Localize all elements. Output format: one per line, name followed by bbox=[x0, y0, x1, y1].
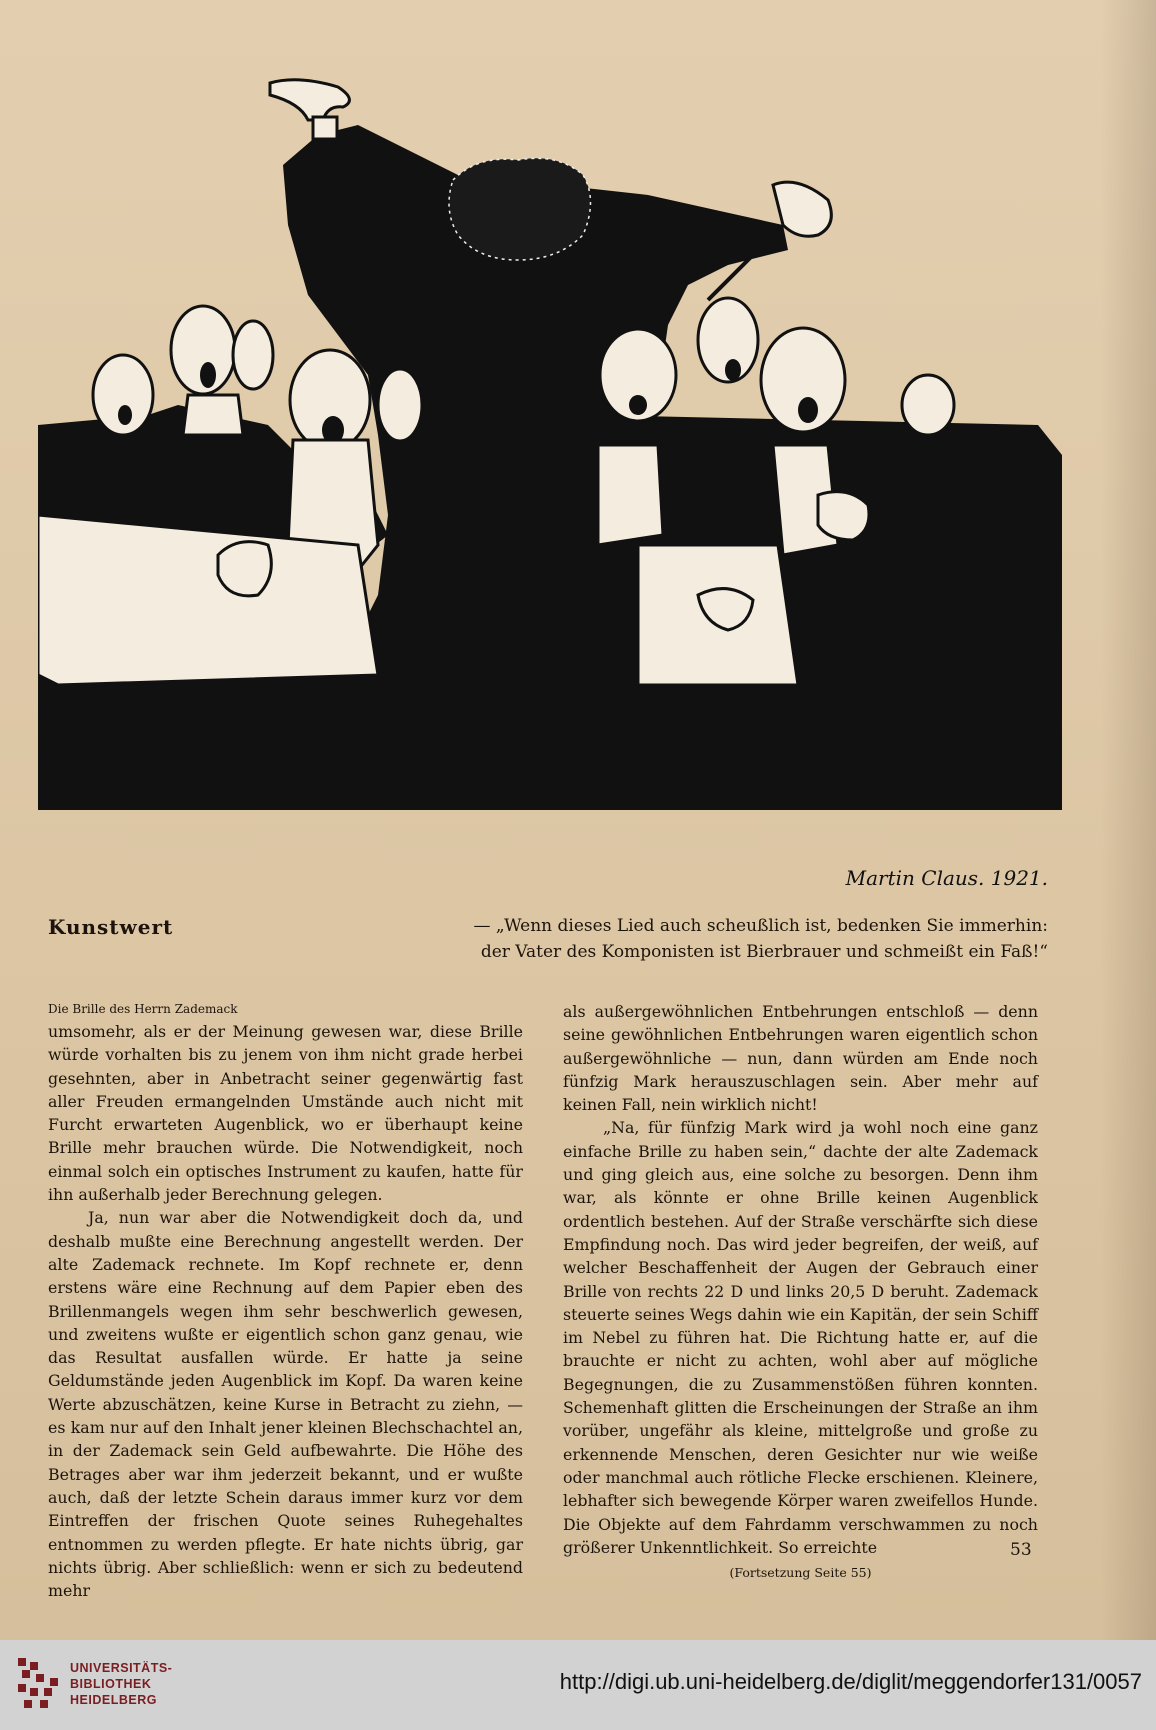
page-edge-shadow bbox=[1100, 0, 1156, 1640]
article-column-right bbox=[563, 1000, 1038, 1584]
article-paragraph: umsomehr, als er der Meinung gewesen war, diese Brille würde vorhalten bis zu jenem von ihm nicht grade herbei gesehnten, aber in Anbetracht seiner gegenwärtig fast aller Freuden ermangelnden Umstände auch nicht mit Furcht erwarteten Augenblick, wo er überhaupt keine Brille mehr brauchen würde. Die Notwendigkeit, noch einmal solch ein optisches Instrument zu kaufen, hatte für ihn außerhalb jeder Berechnung gelegen. bbox=[48, 1022, 523, 1205]
article-paragraph: Ja, nun war aber die Notwendigkeit doch da, und deshalb mußte eine Berechnung angestellt werden. Der alte Zademack rechnete. Im Kopf rechnete er, denn erstens wäre eine Rechnung auf dem Papier eben des Brillenmangels wegen ihm sehr beschwerlich gewesen, und zweitens wußte er eigentlich schon ganz genau, wie das Resultat ausfallen würde. Er hatte ja seine Geldumstände jeden Augenblick im Kopf. Da waren keine Werte abzuschätzen, keine Kurse in Betracht zu ziehn, — es kam nur auf den Inhalt jener kleinen Blechschachtel an, in der Zademack sein Geld aufbewahrte. Die Höhe des Betrages aber war ihm jederzeit bekannt, und er wußte auch, daß der letzte Schein daraus immer kurz vor dem Eintreffen der frischen Quote seines Ruhegehaltes entnommen zu werden pflegte. Er hate nichts übrig, gar nichts übrig. Aber schließlich: wenn er sich zu bedeutend mehr bbox=[48, 1208, 523, 1601]
library-name-line: BIBLIOTHEK bbox=[70, 1677, 152, 1691]
conductor-cartoon-illustration bbox=[38, 75, 1062, 900]
cartoon-caption bbox=[428, 913, 1048, 965]
article-paragraph: „Na, für fünfzig Mark wird ja wohl noch eine ganz einfache Brille zu haben sein,“ dachte der alte Zademack und ging gleich aus, eine solche zu besorgen. Denn ihm war, als könnte er ohne Brille keinen Augenblick ordentlich bestehen. Auf der Straße verschärfte sich diese Empfindung noch. Das wird jeder begreifen, der weiß, auf welcher Beschaffenheit der Augen der Gebrauch einer Brille von rechts 22 D und links 20,5 D beruht. Zademack steuerte seines Wegs dahin wie ein Kapitän, der sein Schiff im Nebel zu führen hat. Die Richtung hatte er, auf die brauchte er nicht zu achten, wohl aber auf mögliche Begegnungen, die zu Zusammenstößen führen konnten. Schemenhaft glitten die Erscheinungen der Straße an ihm vorüber, ungefähr als kleine, mittelgroße und große zu erkennende Menschen, deren Gesichter nur wie weiße oder manchmal auch rötliche Flecke erschienen. Kleinere, lebhafter sich bewegende Körper waren zweifellos Hunde. Die Objekte auf dem Fahrdamm verschwammen zu noch größerer Unkenntlichkeit. So erreichte bbox=[563, 1118, 1039, 1557]
artist-signature: Martin Claus. 1921. bbox=[845, 866, 1048, 890]
source-url-link[interactable]: http://digi.ub.uni-heidelberg.de/diglit/meggendorfer131/0057 bbox=[559, 1669, 1142, 1694]
caption-line-2: der Vater des Komponisten ist Bierbrauer und schmeißt ein Faß!“ bbox=[480, 942, 1048, 962]
article-paragraph: als außergewöhnlichen Entbehrungen entschloß — denn seine gewöhnlichen Entbehrungen waren eigentlich schon außergewöhnliche — nun, dann würden am Ende noch fünfzig Mark herauszuschlagen sein. Aber mehr auf keinen Fall, nein wirklich nicht! bbox=[563, 1002, 1038, 1115]
running-head: Die Brille des Herrn Zademack bbox=[48, 1002, 238, 1016]
digitization-footer bbox=[0, 1640, 1156, 1730]
caption-line-1: — „Wenn dieses Lied auch scheußlich ist, bedenken Sie immerhin: bbox=[473, 916, 1048, 936]
library-name-line: HEIDELBERG bbox=[70, 1693, 157, 1707]
university-library-logo-icon bbox=[18, 1658, 60, 1710]
library-name bbox=[70, 1660, 172, 1708]
page-number: 53 bbox=[1010, 1540, 1032, 1560]
article-column-left bbox=[48, 1000, 523, 1602]
library-name-line: UNIVERSITÄTS- bbox=[70, 1661, 173, 1675]
continuation-note: (Fortsetzung Seite 55) bbox=[729, 1565, 872, 1581]
cartoon-title: Kunstwert bbox=[48, 915, 174, 939]
